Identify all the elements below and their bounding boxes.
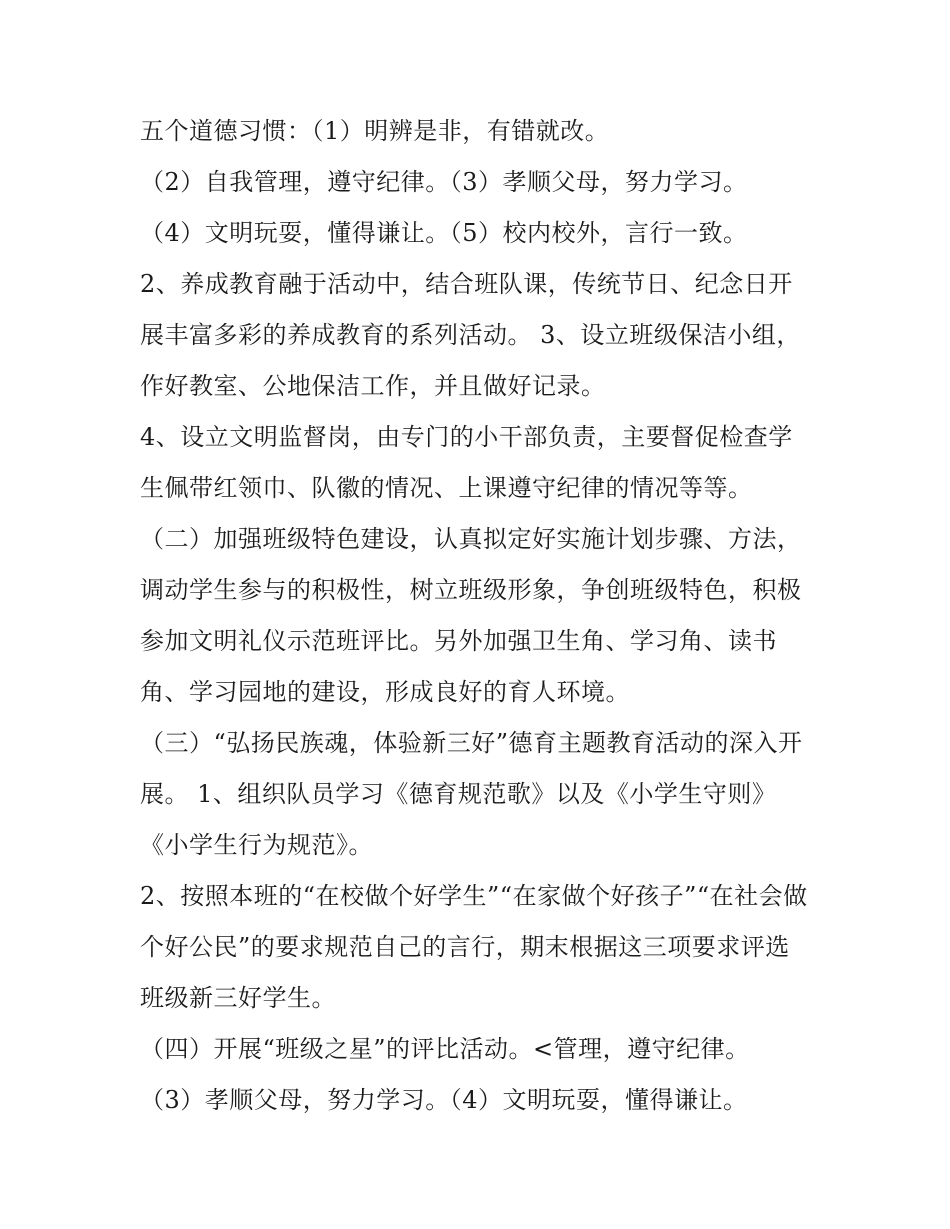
text-line-12: 角、学习园地的建设，形成良好的育人环境。 [140,678,630,706]
text-line-16: 2、按照本班的“在校做个好学生”“在家做个好孩子”“在社会做 [140,882,808,910]
text-line-14: 展。 1、组织队员学习《德育规范歌》以及《小学生守则》 [140,780,777,808]
text-line-15: 《小学生行为规范》。 [140,831,373,859]
text-line-10: 调动学生参与的积极性，树立班级形象，争创班级特色，积极 [140,576,802,604]
text-line-19: （四）开展“班级之星”的评比活动。<管理，遵守纪律。 [140,1035,750,1063]
text-line-1: 五个道德习惯：（1）明辨是非，有错就改。 [140,117,610,145]
text-line-5: 展丰富多彩的养成教育的系列活动。 3、设立班级保洁小组， [140,321,801,349]
text-line-11: 参加文明礼仪示范班评比。另外加强卫生角、学习角、读书 [140,627,777,655]
document-body [140,106,830,1126]
text-line-4: 2、养成教育融于活动中，结合班队课，传统节日、纪念日开 [140,270,793,298]
text-line-8: 生佩带红领巾、队徽的情况、上课遵守纪律的情况等等。 [140,474,753,502]
text-line-18: 班级新三好学生。 [140,984,336,1012]
text-line-3: （4）文明玩耍，懂得谦让。（5）校内校外，言行一致。 [140,219,748,247]
text-line-17: 个好公民”的要求规范自己的言行，期末根据这三项要求评选 [140,933,790,961]
text-line-9: （二）加强班级特色建设，认真拟定好实施计划步骤、方法， [140,525,802,553]
text-line-6: 作好教室、公地保洁工作，并且做好记录。 [140,372,606,400]
text-line-20: （3）孝顺父母，努力学习。（4）文明玩耍，懂得谦让。 [140,1086,748,1114]
text-line-13: （三）“弘扬民族魂，体验新三好”德育主题教育活动的深入开 [140,729,803,757]
text-line-2: （2）自我管理，遵守纪律。（3）孝顺父母，努力学习。 [140,168,748,196]
text-line-7: 4、设立文明监督岗，由专门的小干部负责，主要督促检查学 [140,423,793,451]
